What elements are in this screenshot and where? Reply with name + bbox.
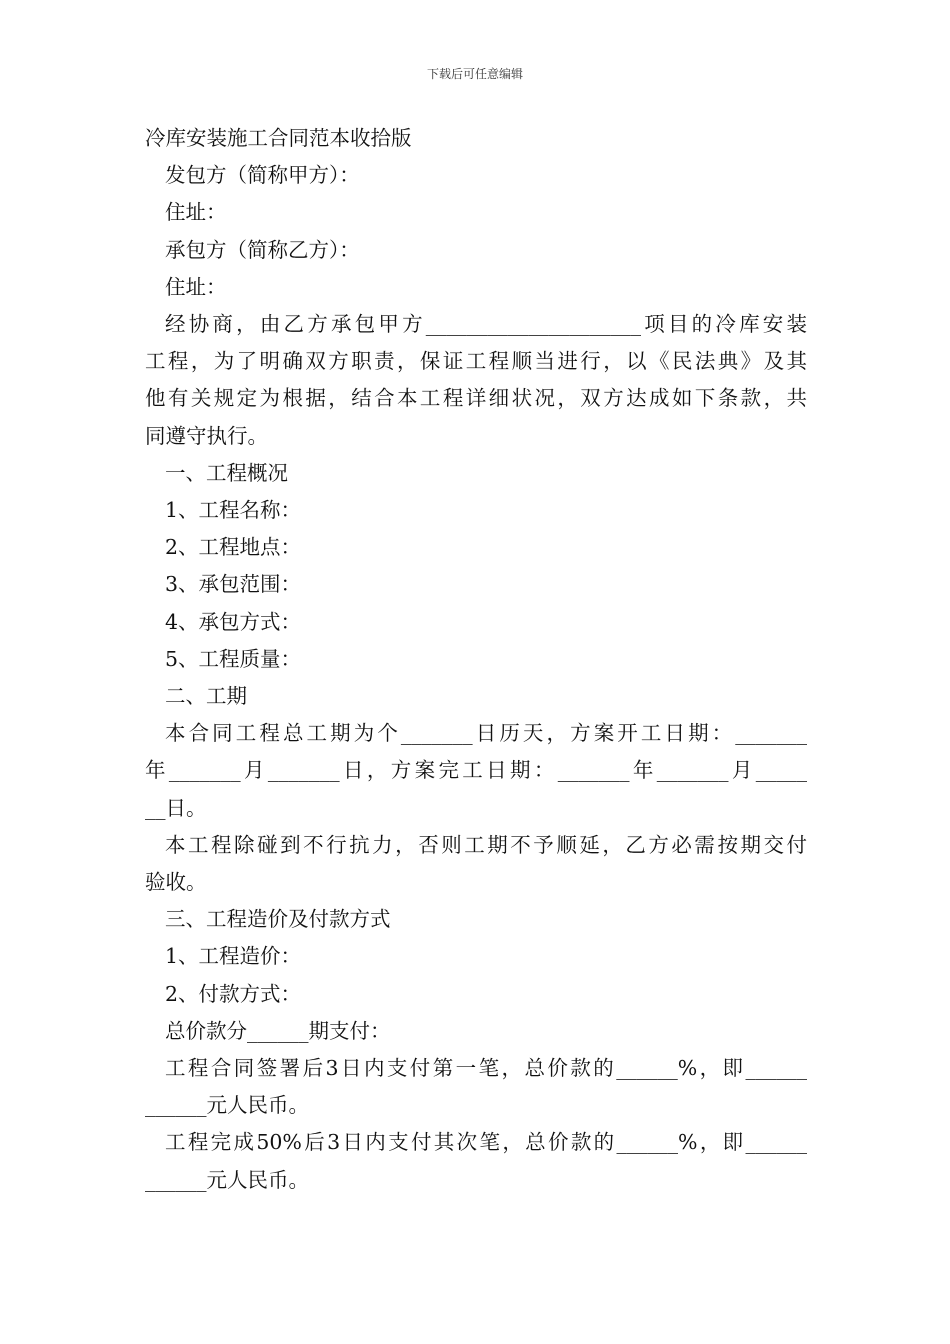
section-heading: 二、工期 [165,684,247,709]
paragraph-line: 他有关规定为根据，结合本工程详细状况，双方达成如下条款，共 [145,386,807,411]
paragraph-line: ______元人民币。 [145,1167,309,1192]
list-item: 2、付款方式： [165,981,302,1006]
paragraph-line: 工程，为了明确双方职责，保证工程顺当进行，以《民法典》及其 [145,349,807,374]
paragraph-line: __日。 [145,795,207,820]
party-b-address: 住址： [165,274,227,299]
party-b-label: 承包方（简称乙方）： [165,237,360,262]
section-heading: 一、工程概况 [165,460,288,485]
list-item: 5、工程质量： [165,646,302,671]
paragraph-line: 本合同工程总工期为个_______日历天，方案开工日期：_______ [165,721,807,746]
paragraph-line: 同遵守执行。 [145,423,268,448]
list-item: 2、工程地点： [165,535,302,560]
paragraph-line: 本工程除碰到不行抗力，否则工期不予顺延，乙方必需按期交付 [165,832,807,857]
list-item: 1、工程名称： [165,498,302,523]
party-a-address: 住址： [165,200,227,225]
page-header-note: 下载后可任意编辑 [426,67,523,81]
paragraph-line: ______元人民币。 [145,1093,309,1118]
paragraph-line: 年_______月_______日，方案完工日期：_______年_______月_____ [145,758,807,783]
paragraph-line: 工程完成50%后3日内支付其次笔，总价款的______%，即______ [165,1130,807,1155]
paragraph-line: 验收。 [145,870,207,895]
list-item: 4、承包方式： [165,609,302,634]
list-item: 1、工程造价： [165,944,302,969]
section-heading: 三、工程造价及付款方式 [165,907,391,932]
paragraph-line: 总价款分______期支付： [165,1018,391,1043]
document-body [145,120,807,1199]
paragraph-line: 工程合同签署后3日内支付第一笔，总价款的______%，即______ [165,1056,807,1081]
paragraph-line: 经协商，由乙方承包甲方_____________________项目的冷库安装 [165,312,807,337]
list-item: 3、承包范围： [165,572,302,597]
party-a-label: 发包方（简称甲方）： [165,163,360,188]
document-title: 冷库安装施工合同范本收拾版 [145,126,412,150]
